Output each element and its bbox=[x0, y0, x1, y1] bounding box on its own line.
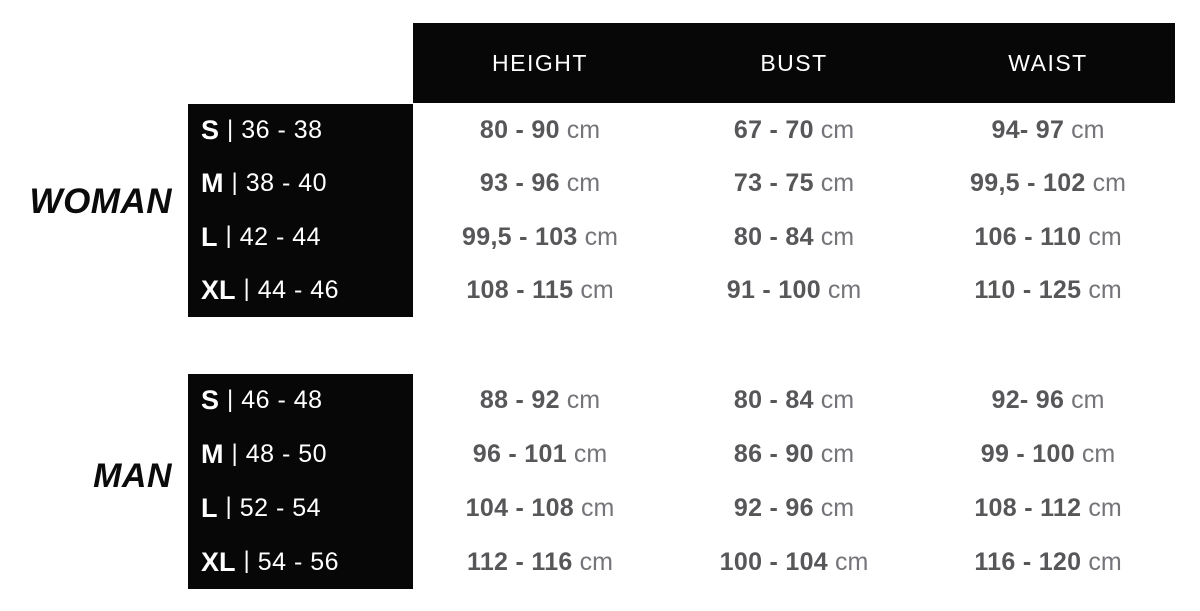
cell-man-s-height bbox=[413, 374, 667, 428]
cell-value: 88 - 92 bbox=[479, 386, 560, 415]
cell-value: 80 - 84 bbox=[733, 222, 814, 251]
size-separator: | bbox=[243, 275, 250, 303]
cell-value: 110 - 125 bbox=[974, 275, 1082, 304]
cell-man-m-bust bbox=[667, 428, 921, 482]
cell-value: 80 - 90 bbox=[479, 116, 560, 145]
size-letter: L bbox=[201, 221, 218, 252]
cell-value: 73 - 75 bbox=[733, 169, 814, 198]
cell-value: 80 - 84 bbox=[733, 386, 814, 415]
cell-value: 91 - 100 bbox=[726, 275, 821, 304]
cell-unit: cm bbox=[1088, 493, 1122, 522]
size-panel-woman bbox=[188, 104, 413, 317]
cell-value: 92- 96 bbox=[991, 386, 1065, 415]
size-separator: | bbox=[231, 168, 238, 196]
size-range: 54 - 56 bbox=[257, 547, 340, 576]
section-label-woman: WOMAN bbox=[29, 182, 172, 221]
cell-woman-m-height bbox=[413, 157, 667, 210]
cell-value: 93 - 96 bbox=[479, 169, 560, 198]
size-letter: S bbox=[201, 115, 220, 146]
cell-woman-s-bust bbox=[667, 104, 921, 157]
cell-man-l-height bbox=[413, 482, 667, 536]
size-label-man-s bbox=[188, 374, 413, 428]
cell-woman-m-waist bbox=[921, 157, 1175, 210]
cell-woman-l-bust bbox=[667, 211, 921, 264]
size-separator: | bbox=[225, 222, 232, 250]
cell-value: 108 - 112 bbox=[974, 493, 1082, 522]
cell-woman-xl-waist bbox=[921, 264, 1175, 317]
cell-unit: cm bbox=[566, 116, 601, 145]
cell-unit: cm bbox=[1081, 440, 1116, 469]
column-header-waist: WAIST bbox=[1008, 49, 1088, 76]
cell-value: 99,5 - 102 bbox=[970, 169, 1086, 198]
size-letter: XL bbox=[201, 274, 236, 305]
size-label-woman-xl bbox=[188, 264, 413, 317]
cell-woman-s-height bbox=[413, 104, 667, 157]
size-range: 36 - 38 bbox=[241, 116, 323, 145]
cell-value: 104 - 108 bbox=[465, 493, 574, 522]
cell-man-m-waist bbox=[921, 428, 1175, 482]
cell-woman-m-bust bbox=[667, 157, 921, 210]
cell-value: 108 - 115 bbox=[466, 275, 574, 304]
size-panel-man bbox=[188, 374, 413, 589]
data-grid-woman bbox=[413, 104, 1175, 317]
cell-unit: cm bbox=[1088, 275, 1122, 304]
data-grid-man bbox=[413, 374, 1175, 589]
column-header-bar bbox=[413, 23, 1175, 103]
cell-unit: cm bbox=[579, 547, 613, 576]
size-range: 42 - 44 bbox=[239, 222, 322, 251]
size-range: 44 - 46 bbox=[257, 275, 340, 304]
cell-unit: cm bbox=[573, 440, 608, 469]
column-header-bust: BUST bbox=[760, 49, 828, 76]
size-separator: | bbox=[227, 385, 234, 413]
size-separator: | bbox=[231, 439, 238, 467]
size-letter: XL bbox=[201, 546, 236, 577]
cell-unit: cm bbox=[580, 275, 614, 304]
size-separator: | bbox=[227, 115, 234, 143]
cell-unit: cm bbox=[1071, 116, 1105, 145]
cell-unit: cm bbox=[1088, 547, 1122, 576]
cell-man-xl-height bbox=[413, 535, 667, 589]
size-letter: M bbox=[201, 168, 224, 199]
size-letter: S bbox=[201, 385, 220, 416]
cell-value: 92 - 96 bbox=[733, 493, 814, 522]
size-label-man-m bbox=[188, 428, 413, 482]
cell-value: 100 - 104 bbox=[719, 547, 828, 576]
size-range: 48 - 50 bbox=[245, 440, 328, 469]
cell-unit: cm bbox=[566, 386, 601, 415]
cell-woman-s-waist bbox=[921, 104, 1175, 157]
cell-unit: cm bbox=[820, 169, 855, 198]
cell-unit: cm bbox=[820, 493, 855, 522]
cell-man-s-bust bbox=[667, 374, 921, 428]
cell-value: 96 - 101 bbox=[472, 440, 567, 469]
column-header-height: HEIGHT bbox=[492, 49, 588, 76]
cell-unit: cm bbox=[835, 547, 869, 576]
cell-unit: cm bbox=[1088, 222, 1122, 251]
cell-value: 67 - 70 bbox=[733, 116, 814, 145]
cell-unit: cm bbox=[581, 493, 615, 522]
size-label-woman-m bbox=[188, 157, 413, 210]
size-separator: | bbox=[243, 547, 250, 575]
size-label-woman-l bbox=[188, 211, 413, 264]
cell-unit: cm bbox=[820, 386, 855, 415]
size-letter: L bbox=[201, 492, 218, 523]
size-range: 52 - 54 bbox=[239, 493, 322, 522]
cell-value: 106 - 110 bbox=[974, 222, 1082, 251]
cell-unit: cm bbox=[1092, 169, 1126, 198]
cell-unit: cm bbox=[566, 169, 601, 198]
cell-value: 99 - 100 bbox=[980, 440, 1075, 469]
cell-value: 112 - 116 bbox=[467, 547, 573, 576]
cell-value: 86 - 90 bbox=[733, 440, 814, 469]
size-separator: | bbox=[225, 493, 232, 521]
cell-value: 99,5 - 103 bbox=[462, 222, 578, 251]
cell-man-m-height bbox=[413, 428, 667, 482]
cell-value: 94- 97 bbox=[991, 116, 1065, 145]
size-range: 38 - 40 bbox=[245, 169, 328, 198]
cell-man-xl-bust bbox=[667, 535, 921, 589]
cell-unit: cm bbox=[820, 116, 855, 145]
cell-man-s-waist bbox=[921, 374, 1175, 428]
cell-unit: cm bbox=[1071, 386, 1105, 415]
cell-man-xl-waist bbox=[921, 535, 1175, 589]
size-letter: M bbox=[201, 439, 224, 470]
cell-unit: cm bbox=[584, 222, 618, 251]
cell-unit: cm bbox=[820, 222, 855, 251]
size-range: 46 - 48 bbox=[241, 386, 323, 415]
cell-man-l-bust bbox=[667, 482, 921, 536]
cell-man-l-waist bbox=[921, 482, 1175, 536]
cell-value: 116 - 120 bbox=[974, 547, 1082, 576]
cell-unit: cm bbox=[820, 440, 855, 469]
cell-woman-l-height bbox=[413, 211, 667, 264]
section-label-man: MAN bbox=[93, 457, 172, 495]
size-label-woman-s bbox=[188, 104, 413, 157]
cell-woman-xl-height bbox=[413, 264, 667, 317]
size-label-man-l bbox=[188, 482, 413, 536]
cell-unit: cm bbox=[827, 275, 862, 304]
cell-woman-l-waist bbox=[921, 211, 1175, 264]
size-label-man-xl bbox=[188, 535, 413, 589]
cell-woman-xl-bust bbox=[667, 264, 921, 317]
